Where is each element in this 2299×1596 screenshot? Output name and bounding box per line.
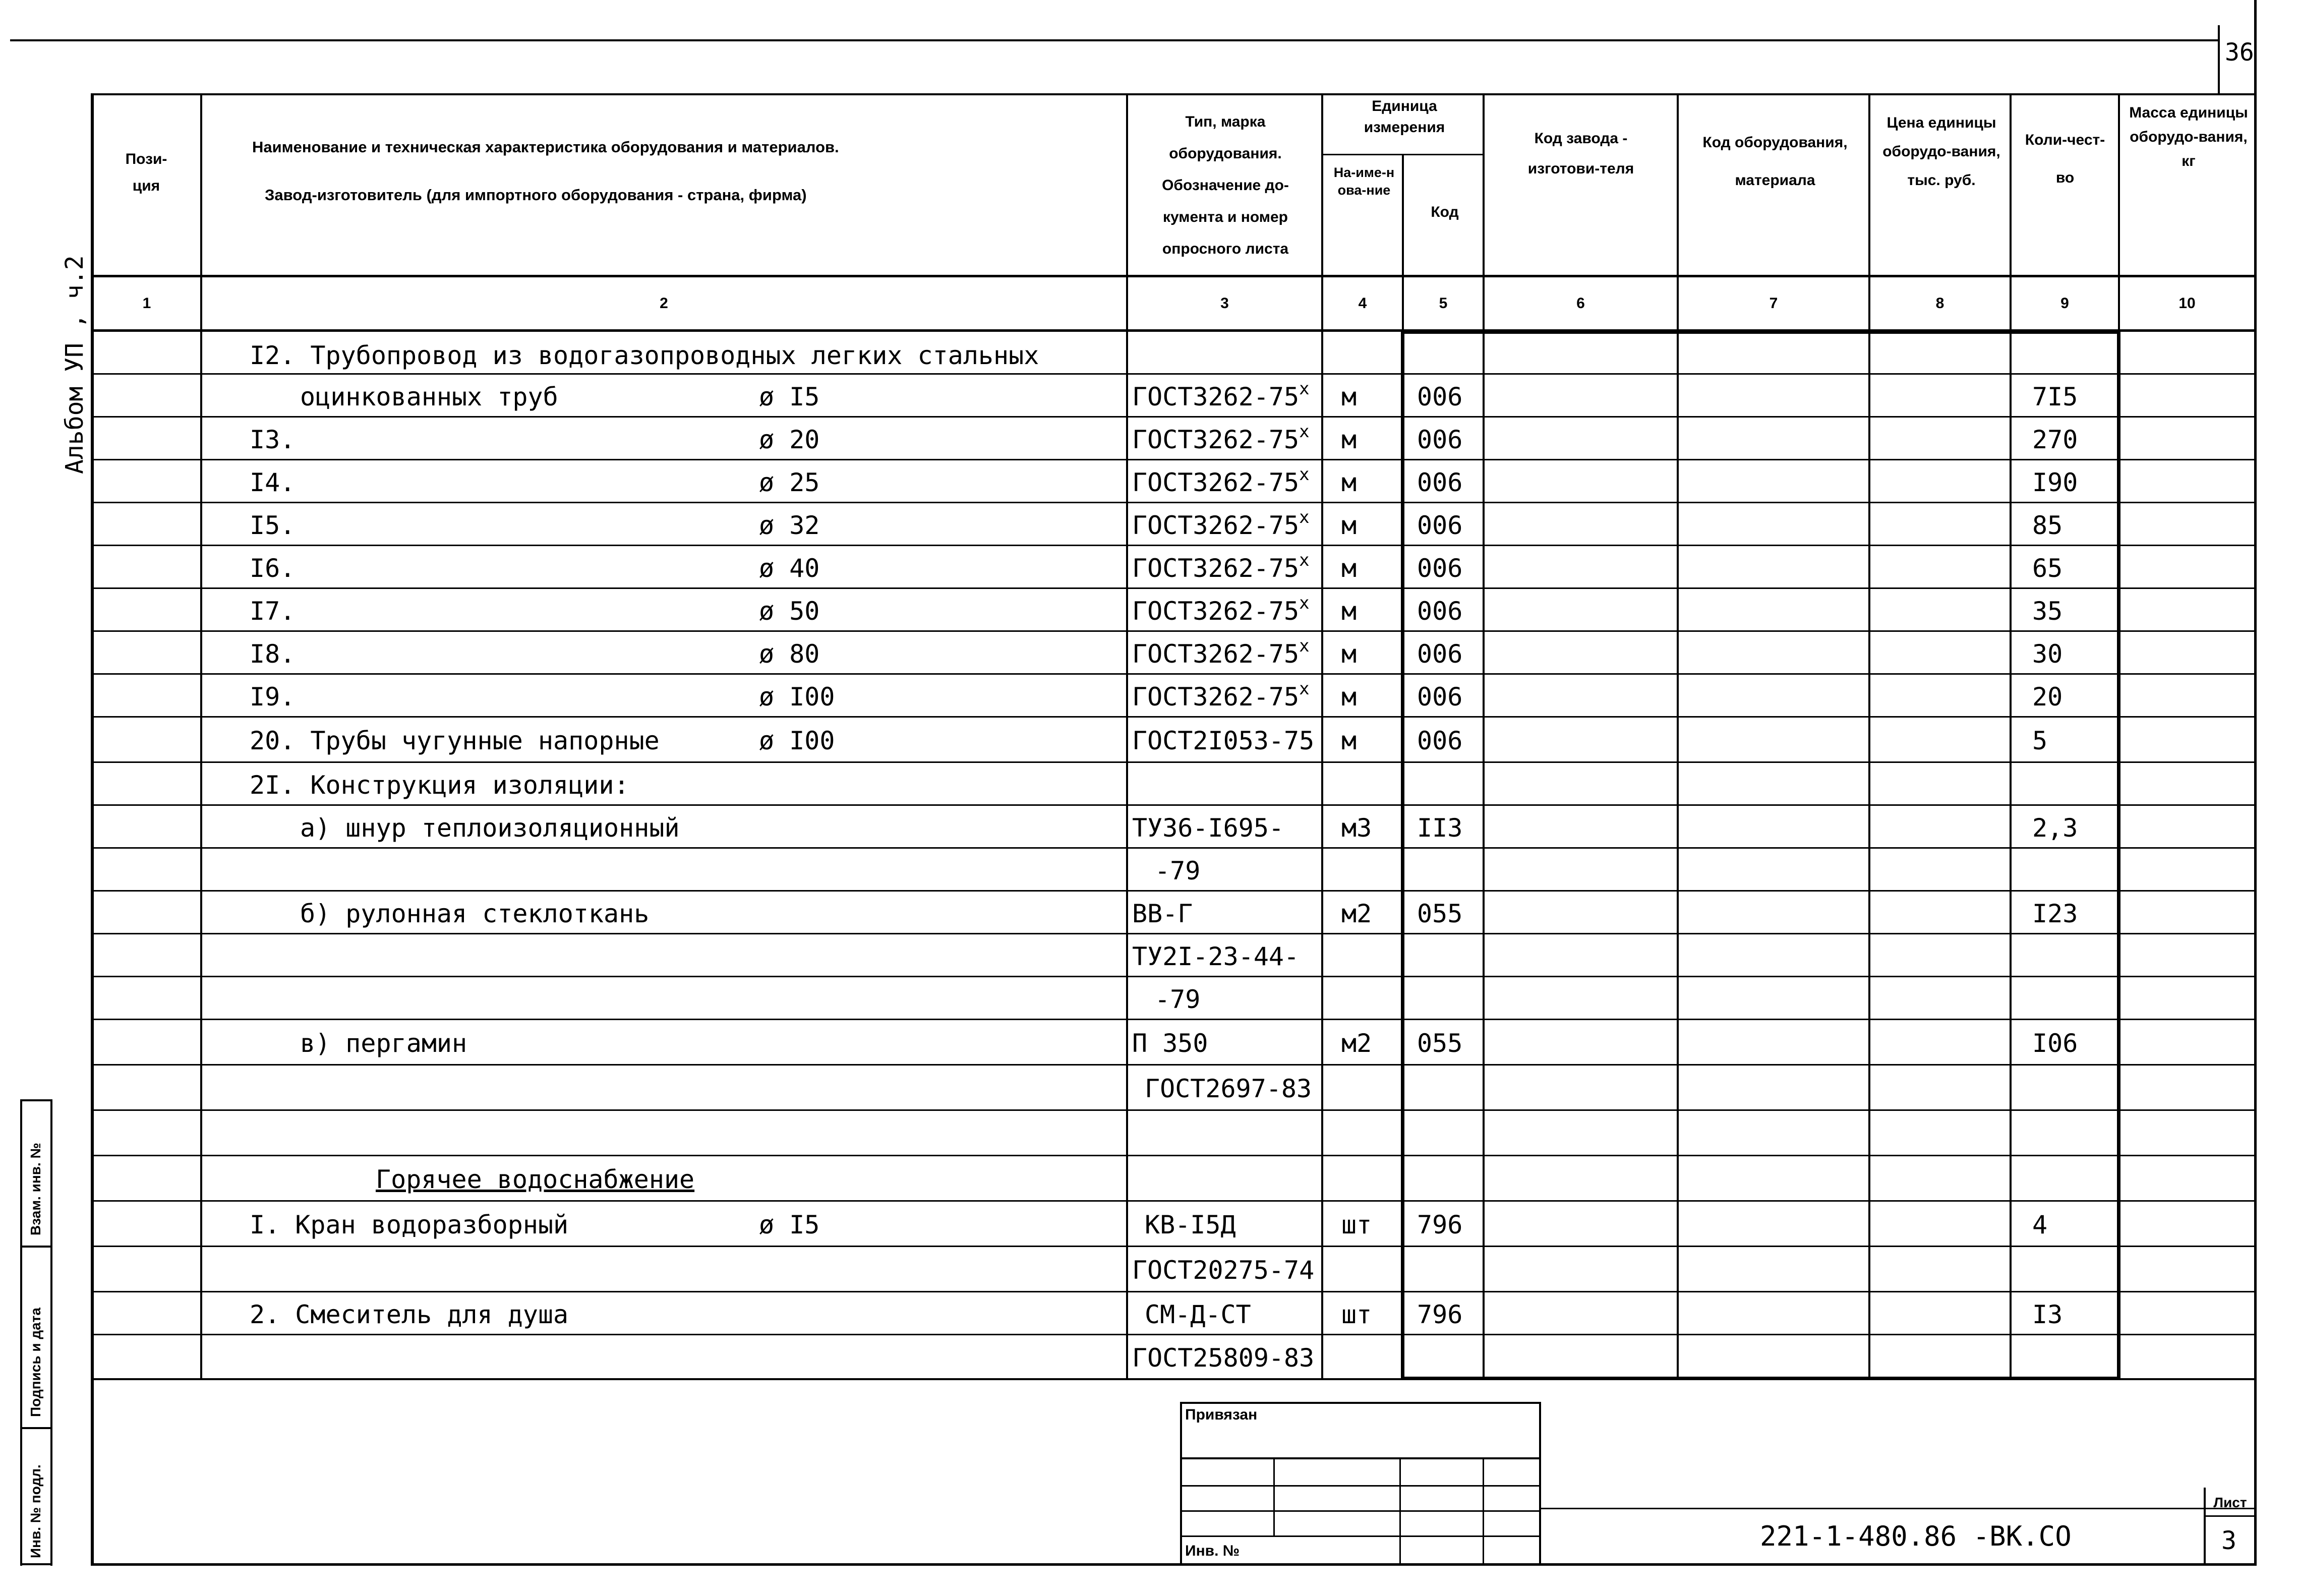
sheet-box-left: [2218, 25, 2220, 93]
row-rule: [91, 1155, 2254, 1156]
row-doc: $ГОСТ3262-75^х$: [1132, 507, 1310, 540]
row-doc-superscript: х: [1299, 507, 1310, 527]
header-unit: Единица измерения: [1364, 98, 1445, 136]
row-diameter: ø 32: [759, 511, 820, 540]
row-doc-superscript: х: [1299, 593, 1310, 613]
album-label: Альбом УП , ч.2: [61, 255, 89, 474]
row-doc: $ГОСТ3262-75^х$: [1132, 679, 1310, 712]
row-unit: м: [1341, 682, 1357, 712]
row-code: 006: [1417, 597, 1463, 626]
row-unit: м3: [1341, 813, 1372, 843]
header-bottom: [91, 275, 2254, 277]
row-code: 796: [1417, 1300, 1463, 1329]
row-doc-superscript: х: [1299, 422, 1310, 442]
sheet-number: 36: [2225, 38, 2254, 67]
row-name: I4.: [250, 468, 296, 497]
col-line-1: [200, 93, 202, 1379]
row-doc-superscript: х: [1299, 679, 1310, 699]
row-name: I. Кран водоразборный: [250, 1210, 569, 1239]
row-name: в) пергамин: [300, 1029, 467, 1058]
row-code: 006: [1417, 382, 1463, 411]
col-line-6: [1677, 93, 1679, 1379]
row-rule: [91, 673, 2254, 675]
row-quantity: 85: [2032, 511, 2063, 540]
row-quantity: 30: [2032, 639, 2063, 669]
row-name: I3.: [250, 425, 296, 454]
header-type: Тип, марка оборудования. Обозначение до-кумента и номер опросного листа: [1162, 113, 1289, 257]
row-rule: [91, 502, 2254, 503]
margin-box-left: [20, 1099, 22, 1566]
row-unit: м2: [1341, 1029, 1372, 1058]
thick-bottom: [1402, 1377, 2120, 1380]
row-quantity: 20: [2032, 682, 2063, 712]
row-name: а) шнур теплоизоляционный: [300, 813, 680, 843]
header-quantity: Коли-чест-во: [2025, 132, 2105, 186]
row-unit: м: [1341, 468, 1357, 497]
row-quantity: I3: [2032, 1300, 2063, 1329]
row-diameter: ø 40: [759, 554, 820, 583]
list-box-left: [2204, 1488, 2206, 1566]
stamp-bottom-rule: [1539, 1508, 2254, 1509]
row-doc: СМ-Д-СТ: [1145, 1300, 1251, 1329]
row-rule: [91, 890, 2254, 892]
row-doc: $ГОСТ3262-75^х$: [1132, 593, 1310, 626]
margin-box-top: [20, 1099, 52, 1101]
row-name: I5.: [250, 511, 296, 540]
row-doc: ВВ-Г: [1132, 899, 1193, 928]
row-doc: ТУ36-I695-: [1132, 813, 1284, 843]
row-doc-superscript: х: [1299, 550, 1310, 570]
row-rule: [91, 1200, 2254, 1202]
row-rule: [91, 976, 2254, 977]
col-line-8: [2010, 93, 2012, 1379]
row-code: 055: [1417, 899, 1463, 928]
row-quantity: 2,3: [2032, 813, 2078, 843]
row-rule: [91, 847, 2254, 849]
margin-div-2: [20, 1427, 52, 1429]
col-line-5: [1483, 93, 1485, 1379]
row-unit: шт: [1341, 1210, 1372, 1239]
row-rule: [91, 373, 2254, 375]
row-unit: м: [1341, 726, 1357, 755]
row-rule: [91, 416, 2254, 418]
row-doc: -79: [1155, 856, 1201, 885]
col-line-3: [1321, 93, 1323, 1379]
row-rule: [91, 716, 2254, 718]
row-rule: [91, 761, 2254, 763]
row-name: 20. Трубы чугунные напорные: [250, 726, 660, 755]
row-unit: м2: [1341, 899, 1372, 928]
row-unit: м: [1341, 554, 1357, 583]
list-number: 3: [2221, 1526, 2237, 1555]
row-name: I7.: [250, 597, 296, 626]
row-unit: м: [1341, 597, 1357, 626]
margin-box-right: [50, 1099, 52, 1566]
stamp-inv-label: Инв. №: [1185, 1543, 1240, 1559]
list-label: Лист: [2213, 1495, 2247, 1510]
colnum-3: 3: [1220, 295, 1229, 312]
row-doc: -79: [1155, 985, 1201, 1014]
row-quantity: 35: [2032, 597, 2063, 626]
row-rule: [91, 630, 2254, 632]
row-doc: ТУ2I-23-44-: [1132, 942, 1300, 971]
margin-vzam-label: Взам. инв. №: [28, 1143, 43, 1235]
row-code: 006: [1417, 511, 1463, 540]
header-plant-code: Код завода - изготови-теля: [1527, 130, 1634, 177]
row-name: б) рулонная стеклоткань: [300, 899, 650, 928]
stamp-mid: [1180, 1457, 1541, 1459]
colnum-9: 9: [2060, 295, 2069, 312]
row-code: II3: [1417, 813, 1463, 843]
colnum-6: 6: [1576, 295, 1585, 312]
row-quantity: I23: [2032, 899, 2078, 928]
stamp-left: [1180, 1402, 1182, 1566]
row-quantity: 270: [2032, 425, 2078, 454]
row-code: 055: [1417, 1029, 1463, 1058]
row-rule: [91, 804, 2254, 806]
row-diameter: ø 25: [759, 468, 820, 497]
row-code: 006: [1417, 639, 1463, 669]
row-code: 006: [1417, 468, 1463, 497]
colnum-5: 5: [1439, 295, 1448, 312]
colnum-10: 10: [2178, 295, 2196, 312]
row-code: 006: [1417, 682, 1463, 712]
row-doc: ГОСТ25809-83: [1132, 1343, 1315, 1373]
row-diameter: ø 80: [759, 639, 820, 669]
row-name: I9.: [250, 682, 296, 712]
frame-left: [91, 93, 94, 1566]
row-doc-superscript: х: [1299, 464, 1310, 485]
header-unit-name: На-име-нова-ние: [1333, 165, 1395, 198]
document-code: 221-1-480.86 -ВК.СО: [1760, 1520, 2072, 1552]
colnum-8: 8: [1935, 295, 1944, 312]
stamp-v1: [1273, 1457, 1275, 1535]
row-rule: [91, 459, 2254, 460]
row-name: 2. Смеситель для душа: [250, 1300, 569, 1329]
row-doc: ГОСТ20275-74: [1132, 1256, 1315, 1285]
header-price: Цена единицы оборудо-вания, тыс. руб.: [1882, 114, 2000, 189]
frame-right: [2254, 0, 2257, 1566]
row-diameter: ø I00: [759, 682, 835, 712]
colnum-2: 2: [660, 295, 668, 312]
row-diameter: ø I5: [759, 382, 820, 411]
row-name: I6.: [250, 554, 296, 583]
row-unit: м: [1341, 425, 1357, 454]
frame-top: [91, 93, 2254, 95]
colnum-4: 4: [1358, 295, 1367, 312]
row-unit: м: [1341, 382, 1357, 411]
margin-box-bottom: [20, 1563, 52, 1565]
row-rule: [91, 1334, 2254, 1335]
row-rule: [91, 1109, 2254, 1111]
row-rule: [91, 1246, 2254, 1247]
row-name: 2I. Конструкция изоляции:: [250, 771, 629, 800]
row-diameter: ø 50: [759, 597, 820, 626]
stamp-v2: [1399, 1457, 1401, 1566]
row-code: 006: [1417, 726, 1463, 755]
row-rule: [91, 1019, 2254, 1020]
row-quantity: I06: [2032, 1029, 2078, 1058]
row-quantity: 4: [2032, 1210, 2048, 1239]
stamp-r2: [1180, 1485, 1541, 1487]
stamp-right: [1539, 1402, 1541, 1566]
row-doc: ГОСТ2697-83: [1145, 1074, 1312, 1103]
row-quantity: I90: [2032, 468, 2078, 497]
row-doc: КВ-I5Д: [1145, 1210, 1236, 1239]
frame-bottom: [91, 1563, 2257, 1566]
row-doc: $ГОСТ3262-75^х$: [1132, 550, 1310, 583]
list-box-mid: [2204, 1515, 2254, 1517]
top-rule: [10, 39, 2219, 41]
colnum-7: 7: [1769, 295, 1778, 312]
row-code: 796: [1417, 1210, 1463, 1239]
header-name-line1: Наименование и техническая характеристика оборудования и материалов.: [252, 138, 839, 156]
row-doc: П 350: [1132, 1029, 1208, 1058]
col-line-2: [1126, 93, 1128, 1379]
margin-inv-label: Инв. № подл.: [28, 1464, 43, 1558]
header-equipment-code: Код оборудования, материала: [1702, 134, 1848, 189]
row-doc: $ГОСТ3262-75^х$: [1132, 464, 1310, 497]
stamp-attached-label: Привязан: [1185, 1406, 1258, 1423]
row-rule: [91, 933, 2254, 934]
row-diameter: ø I5: [759, 1210, 820, 1239]
row-doc: ГОСТ2I053-75: [1132, 726, 1315, 755]
thick-left: [1401, 330, 1404, 1380]
row-name: I8.: [250, 639, 296, 669]
thick-top: [1402, 330, 2120, 334]
row-unit: м: [1341, 639, 1357, 669]
row-quantity: 65: [2032, 554, 2063, 583]
header-position: Пози-ция: [125, 151, 167, 194]
header-mass: Масса единицы оборудо-вания, кг: [2129, 104, 2248, 169]
row-rule: [91, 587, 2254, 589]
row-doc: $ГОСТ3262-75^х$: [1132, 422, 1310, 454]
row-quantity: 7I5: [2032, 382, 2078, 411]
row-code: 006: [1417, 554, 1463, 583]
row-name: Горячее водоснабжение: [376, 1165, 695, 1194]
thick-right: [2117, 330, 2120, 1380]
header-unit-code: Код: [1431, 204, 1459, 220]
row-diameter: ø 20: [759, 425, 820, 454]
row-quantity: 5: [2032, 726, 2048, 755]
stamp-v3: [1483, 1457, 1484, 1566]
stamp-top: [1180, 1402, 1541, 1404]
row-name: I2. Трубопровод из водогазопроводных легких стальных: [250, 341, 1039, 370]
stamp-r4: [1180, 1535, 1541, 1537]
header-name-line2: Завод-изготовитель (для импортного оборудования - страна, фирма): [265, 186, 807, 204]
row-doc: $ГОСТ3262-75^х$: [1132, 379, 1310, 411]
margin-div-1: [20, 1246, 52, 1248]
margin-podpis-label: Подпись и дата: [28, 1308, 43, 1417]
row-doc: $ГОСТ3262-75^х$: [1132, 636, 1310, 669]
row-unit: шт: [1341, 1300, 1372, 1329]
stamp-r3: [1180, 1510, 1541, 1512]
row-rule: [91, 545, 2254, 546]
row-doc-superscript: х: [1299, 379, 1310, 399]
row-doc-superscript: х: [1299, 636, 1310, 656]
row-rule: [91, 1291, 2254, 1292]
row-code: 006: [1417, 425, 1463, 454]
row-unit: м: [1341, 511, 1357, 540]
row-diameter: ø I00: [759, 726, 835, 755]
row-rule: [91, 1064, 2254, 1066]
col-line-7: [1868, 93, 1870, 1379]
colnum-1: 1: [142, 295, 151, 312]
row-name: оцинкованных труб: [300, 382, 558, 411]
